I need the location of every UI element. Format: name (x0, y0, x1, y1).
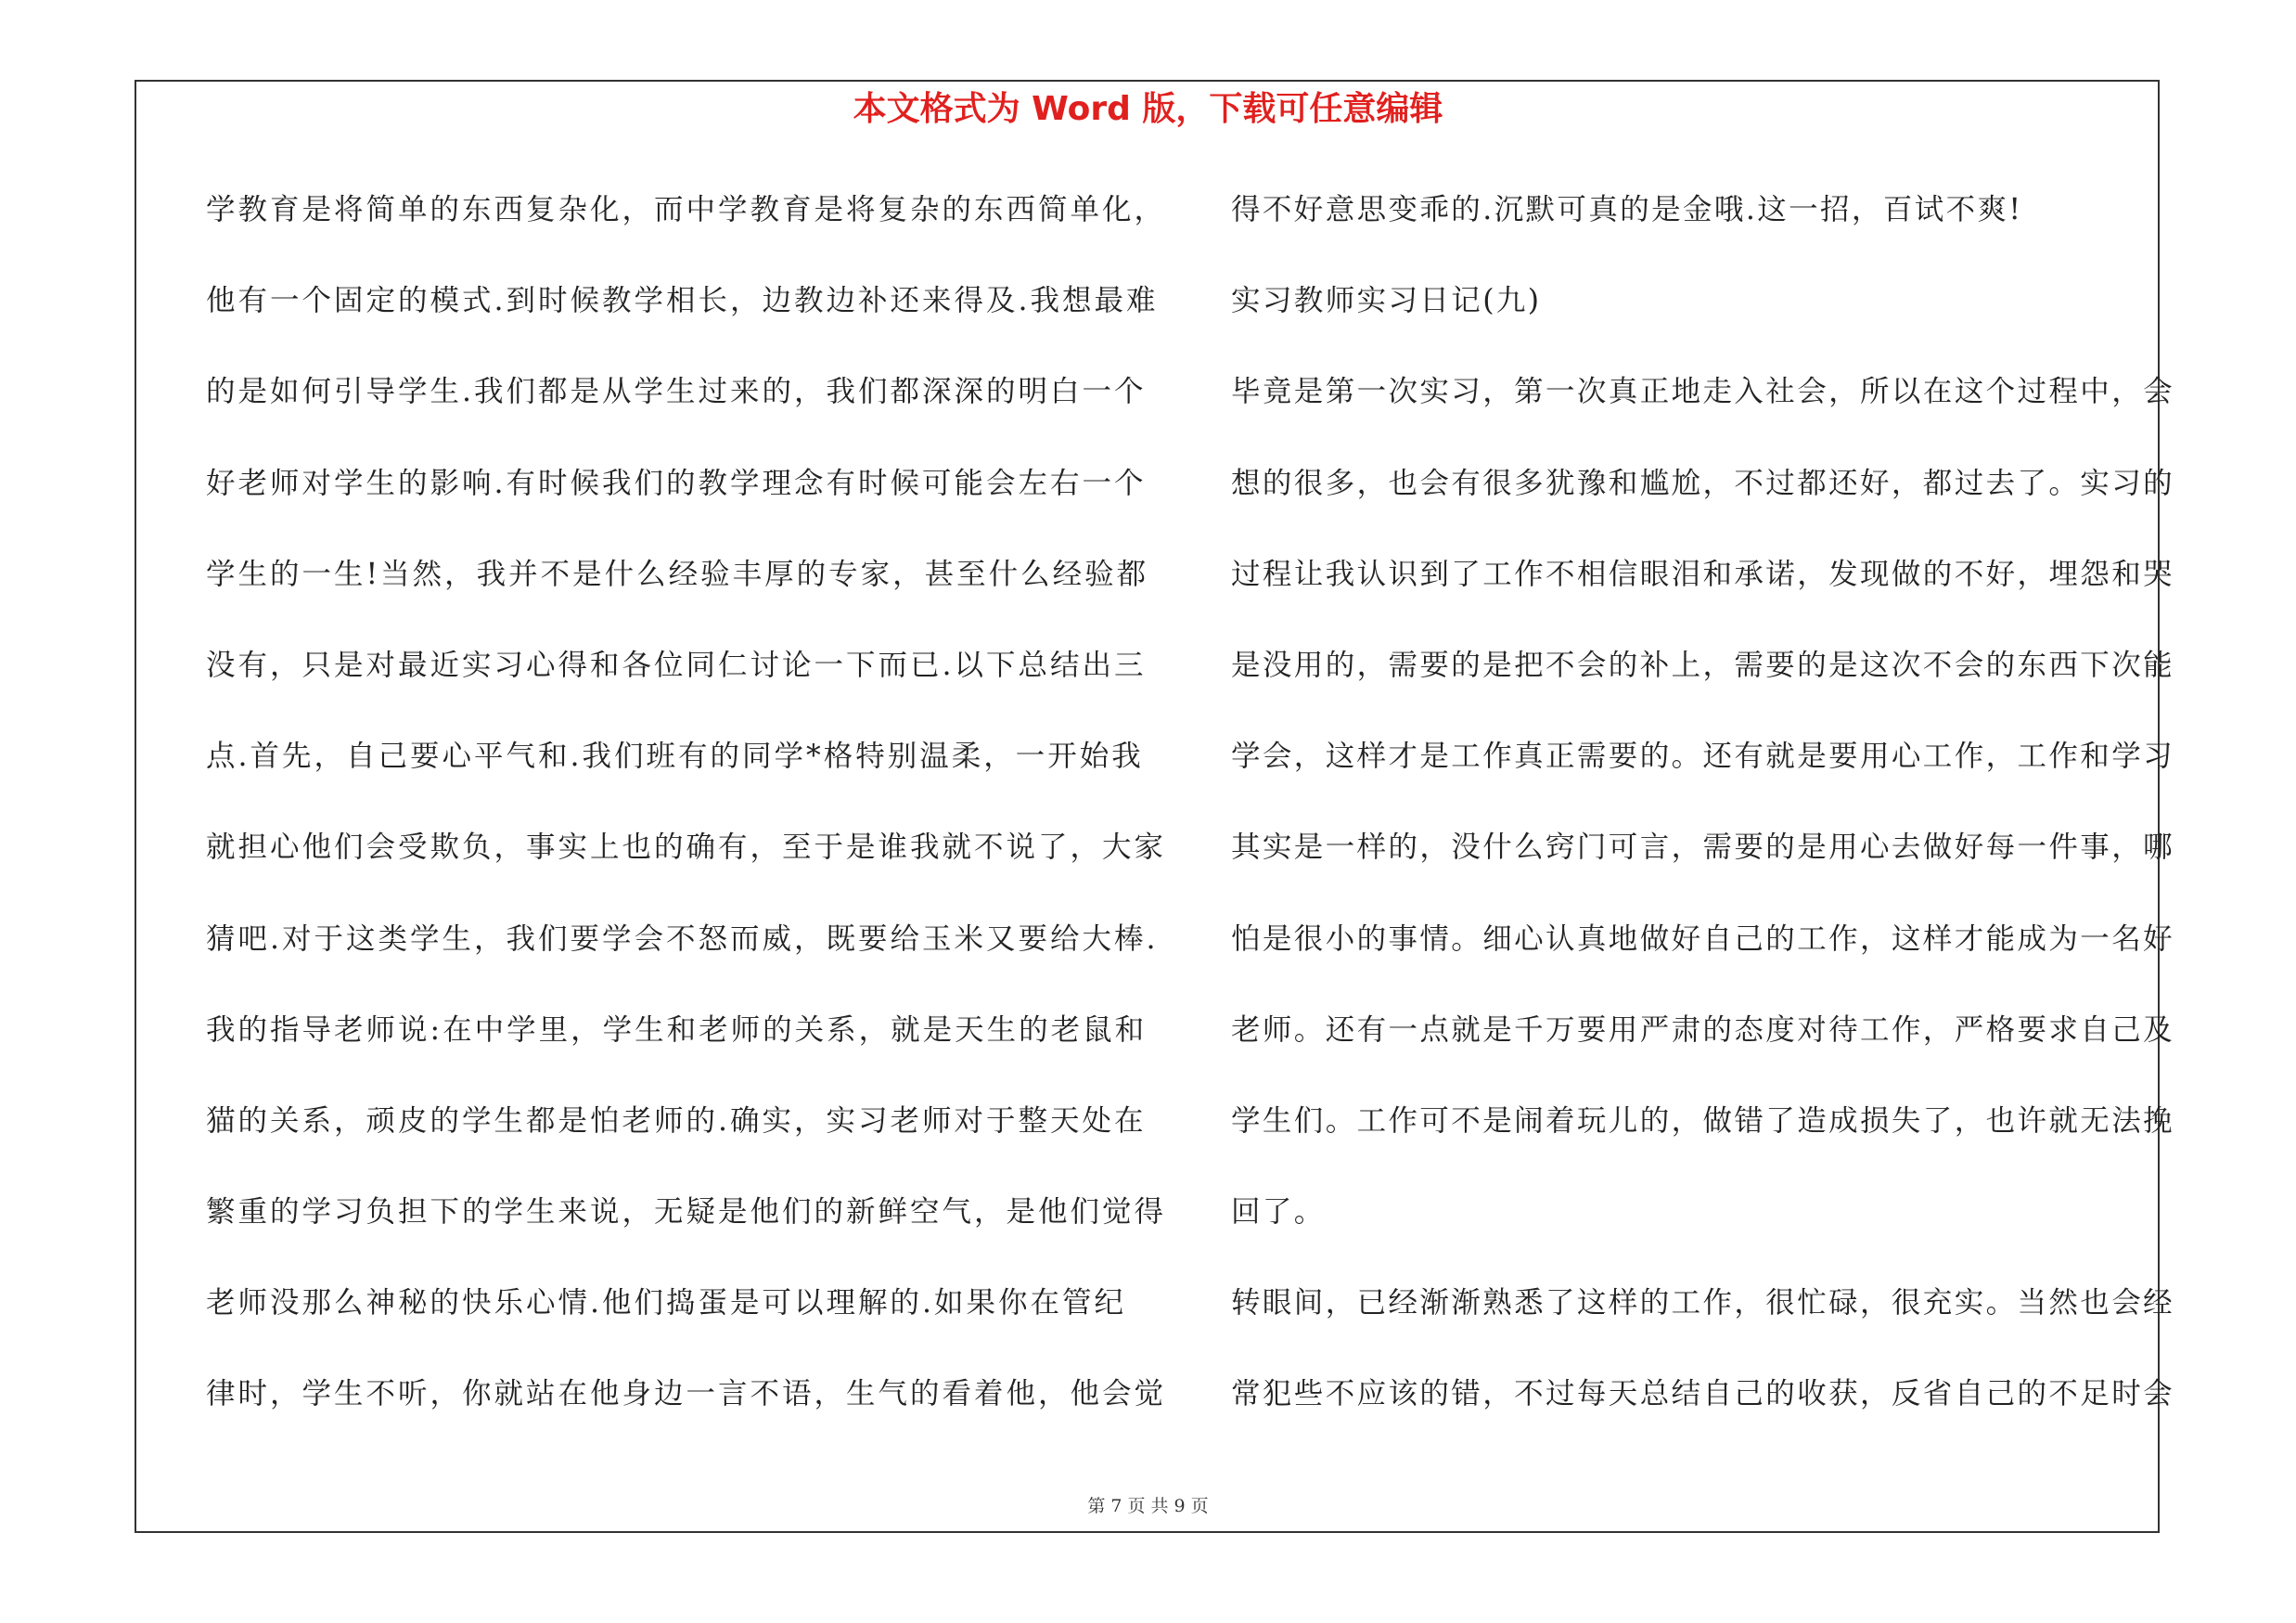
page-number-footer: 第 7 页 共 9 页 (1087, 1496, 1209, 1516)
text-line: 老师。还有一点就是千万要用严肃的态度对待工作，严格要求自己及 (1231, 1012, 2175, 1047)
text-line: 过程让我认识到了工作不相信眼泪和承诺，发现做的不好，埋怨和哭 (1231, 557, 2175, 591)
text-line: 怕是很小的事情。细心认真地做好自己的工作，这样才能成为一名好 (1231, 921, 2175, 956)
left-text-column (206, 182, 1167, 1458)
text-line: 想的很多，也会有很多犹豫和尴尬，不过都还好，都过去了。实习的 (1231, 466, 2175, 500)
text-line: 就担心他们会受欺负，事实上也的确有，至于是谁我就不说了，大家 (206, 831, 1167, 865)
section-heading: 实习教师实习日记(九) (1231, 284, 1542, 318)
text-line: 常犯些不应该的错，不过每天总结自己的收获，反省自己的不足时会 (1231, 1377, 2175, 1411)
text-line: 猫的关系，顽皮的学生都是怕老师的.确实，实习老师对于整天处在 (206, 1103, 1147, 1138)
text-line: 老师没那么神秘的快乐心情.他们捣蛋是可以理解的.如果你在管纪 (206, 1286, 1127, 1320)
text-line: 我的指导老师说:在中学里，学生和老师的关系，就是天生的老鼠和 (206, 1012, 1148, 1047)
text-line: 是没用的，需要的是把不会的补上，需要的是这次不会的东西下次能 (1231, 648, 2175, 682)
text-line: 回了。 (1231, 1195, 1326, 1230)
text-line: 学生的一生!当然，我并不是什么经验丰厚的专家，甚至什么经验都 (206, 557, 1149, 591)
text-line: 点.首先，自己要心平气和.我们班有的同学*格特别温柔，一开始我 (206, 740, 1144, 774)
text-line: 没有，只是对最近实习心得和各位同仁讨论一下而已.以下总结出三 (206, 648, 1147, 682)
text-line: 学教育是将简单的东西复杂化，而中学教育是将复杂的东西简单化， (206, 193, 1167, 226)
text-line: 学会，这样才是工作真正需要的。还有就是要用心工作，工作和学习 (1231, 740, 2175, 774)
text-line: 转眼间，已经渐渐熟悉了这样的工作，很忙碌，很充实。当然也会经 (1231, 1286, 2175, 1320)
text-line: 毕竟是第一次实习，第一次真正地走入社会，所以在这个过程中，会 (1231, 375, 2175, 409)
text-line: 猜吧.对于这类学生，我们要学会不怒而威，既要给玉米又要给大棒. (206, 921, 1159, 956)
text-line: 其实是一样的，没什么窍门可言，需要的是用心去做好每一件事，哪 (1231, 831, 2175, 865)
text-line: 好老师对学生的影响.有时候我们的教学理念有时候可能会左右一个 (206, 466, 1147, 500)
format-notice-banner: 本文格式为 Word 版，下载可任意编辑 (853, 90, 1443, 128)
text-line: 的是如何引导学生.我们都是从学生过来的，我们都深深的明白一个 (206, 375, 1147, 409)
text-line: 学生们。工作可不是闹着玩儿的，做错了造成损失了，也许就无法挽 (1231, 1103, 2175, 1138)
text-line: 得不好意思变乖的.沉默可真的是金哦.这一招，百试不爽! (1231, 193, 2023, 226)
text-line: 律时，学生不听，你就站在他身边一言不语，生气的看着他，他会觉 (206, 1377, 1167, 1411)
right-text-column (1231, 182, 2175, 1458)
text-line: 繁重的学习负担下的学生来说，无疑是他们的新鲜空气，是他们觉得 (206, 1195, 1167, 1230)
text-line: 他有一个固定的模式.到时候教学相长，边教边补还来得及.我想最难 (206, 284, 1159, 318)
